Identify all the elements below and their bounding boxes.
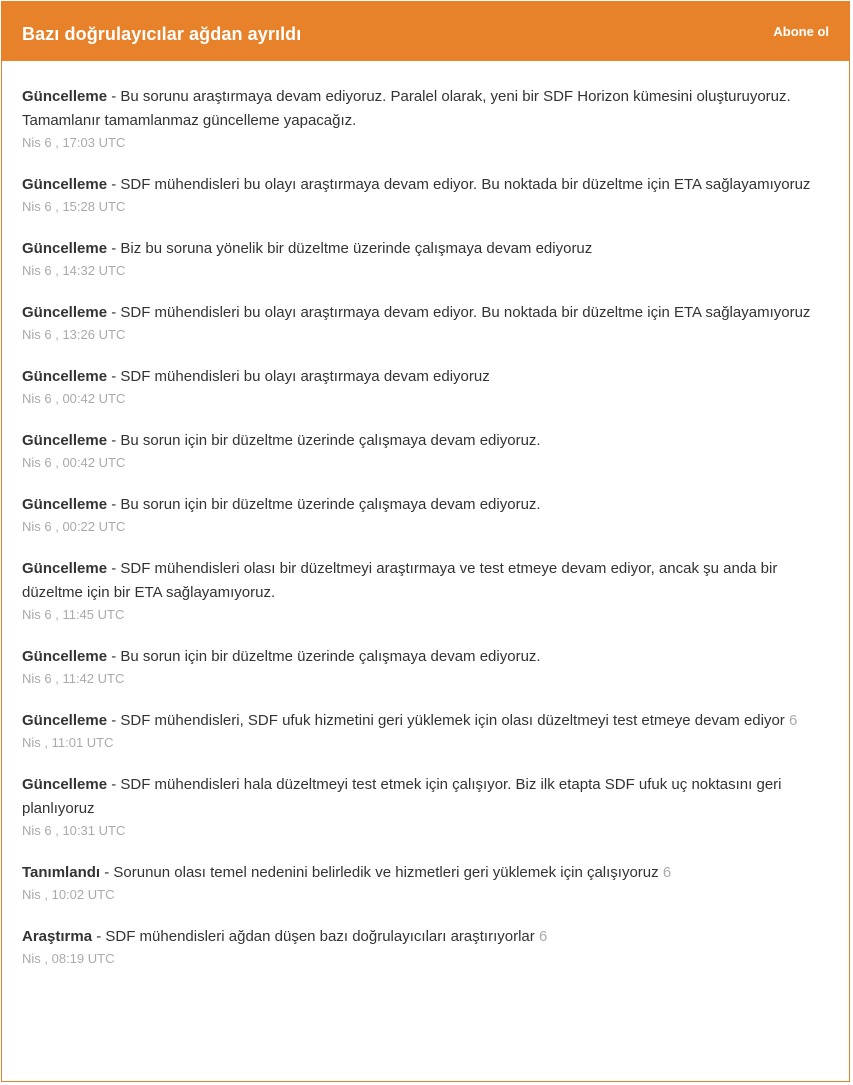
update-body: - Bu sorun için bir düzeltme üzerinde çalışmaya devam ediyoruz.	[107, 496, 541, 513]
update-body: - SDF mühendisleri olası bir düzeltmeyi araştırmaya ve test etmeye devam ediyor, ancak şu anda bir düzeltme için bir ETA sağlayamıyoruz.	[22, 560, 778, 601]
update-timestamp: Nis 6 , 13:26 UTC	[22, 327, 126, 342]
updates-list	[2, 61, 849, 969]
update-item	[22, 557, 829, 625]
update-body: - Sorunun olası temel nedenini belirledik ve hizmetleri geri yüklemek için çalışıyoruz	[100, 864, 659, 881]
update-text	[22, 365, 829, 389]
update-body: - SDF mühendisleri hala düzeltmeyi test etmek için çalışıyor. Biz ilk etapta SDF ufuk uç noktasını geri planlıyoruz	[22, 776, 782, 817]
update-body: - SDF mühendisleri bu olayı araştırmaya devam ediyoruz	[107, 368, 490, 385]
update-item	[22, 301, 829, 345]
update-timestamp: Nis 6 , 15:28 UTC	[22, 199, 126, 214]
update-status: Güncelleme	[22, 560, 108, 577]
update-body: - Bu sorun için bir düzeltme üzerinde çalışmaya devam ediyoruz.	[107, 432, 541, 449]
update-timestamp: Nis 6 , 00:42 UTC	[22, 455, 126, 470]
update-text	[22, 861, 829, 885]
incident-title: Bazı doğrulayıcılar ağdan ayrıldı	[22, 24, 302, 44]
update-timestamp: Nis 6 , 11:45 UTC	[22, 607, 125, 622]
update-status: Güncelleme	[22, 432, 108, 449]
update-text	[22, 709, 829, 733]
incident-header	[2, 2, 849, 61]
update-item	[22, 493, 829, 537]
update-timestamp: Nis 6 , 00:42 UTC	[22, 391, 126, 406]
update-text	[22, 925, 829, 949]
update-text	[22, 429, 829, 453]
update-status: Güncelleme	[22, 776, 108, 793]
update-item	[22, 173, 829, 217]
update-item	[22, 645, 829, 689]
update-timestamp: Nis , 10:02 UTC	[22, 887, 115, 902]
update-item	[22, 429, 829, 473]
update-text	[22, 493, 829, 517]
update-item	[22, 365, 829, 409]
update-text	[22, 557, 829, 605]
update-status: Tanımlandı	[22, 864, 101, 881]
update-text	[22, 237, 829, 261]
update-text	[22, 85, 829, 133]
update-body: - SDF mühendisleri bu olayı araştırmaya devam ediyor. Bu noktada bir düzeltme için ETA sağlayamıyoruz	[107, 304, 811, 321]
update-status: Güncelleme	[22, 648, 108, 665]
update-day: 6	[538, 928, 548, 945]
update-timestamp: Nis 6 , 17:03 UTC	[22, 135, 126, 150]
update-body: - SDF mühendisleri ağdan düşen bazı doğrulayıcıları araştırıyorlar	[92, 928, 535, 945]
update-item	[22, 709, 829, 753]
update-body: - SDF mühendisleri bu olayı araştırmaya devam ediyor. Bu noktada bir düzeltme için ETA sağlayamıyoruz	[107, 176, 811, 193]
update-timestamp: Nis 6 , 14:32 UTC	[22, 263, 126, 278]
update-text	[22, 301, 829, 325]
update-item	[22, 85, 829, 153]
update-timestamp: Nis 6 , 00:22 UTC	[22, 519, 126, 534]
update-timestamp: Nis , 08:19 UTC	[22, 951, 115, 966]
update-status: Güncelleme	[22, 496, 108, 513]
update-day: 6	[788, 712, 798, 729]
update-status: Güncelleme	[22, 176, 108, 193]
update-status: Güncelleme	[22, 304, 108, 321]
update-text	[22, 173, 829, 197]
update-status: Güncelleme	[22, 712, 108, 729]
update-item	[22, 773, 829, 841]
update-body: - Bu sorun için bir düzeltme üzerinde çalışmaya devam ediyoruz.	[107, 648, 541, 665]
update-timestamp: Nis , 11:01 UTC	[22, 735, 114, 750]
update-item	[22, 237, 829, 281]
update-status: Araştırma	[22, 928, 93, 945]
update-body: - Biz bu soruna yönelik bir düzeltme üzerinde çalışmaya devam ediyoruz	[107, 240, 593, 257]
subscribe-button[interactable]: Abone ol	[773, 24, 829, 39]
update-status: Güncelleme	[22, 368, 108, 385]
update-item	[22, 861, 829, 905]
update-timestamp: Nis 6 , 11:42 UTC	[22, 671, 125, 686]
update-body: - SDF mühendisleri, SDF ufuk hizmetini geri yüklemek için olası düzeltmeyi test etmeye devam ediyor	[107, 712, 785, 729]
update-item	[22, 925, 829, 969]
update-text	[22, 645, 829, 669]
update-status: Güncelleme	[22, 240, 108, 257]
incident-panel	[1, 1, 850, 1082]
update-day: 6	[662, 864, 672, 881]
update-timestamp: Nis 6 , 10:31 UTC	[22, 823, 126, 838]
update-text	[22, 773, 829, 821]
update-status: Güncelleme	[22, 88, 108, 105]
update-body: - Bu sorunu araştırmaya devam ediyoruz. Paralel olarak, yeni bir SDF Horizon kümesini oluşturuyoruz. Tamamlanır tamamlanmaz güncelleme yapacağız.	[22, 88, 791, 129]
